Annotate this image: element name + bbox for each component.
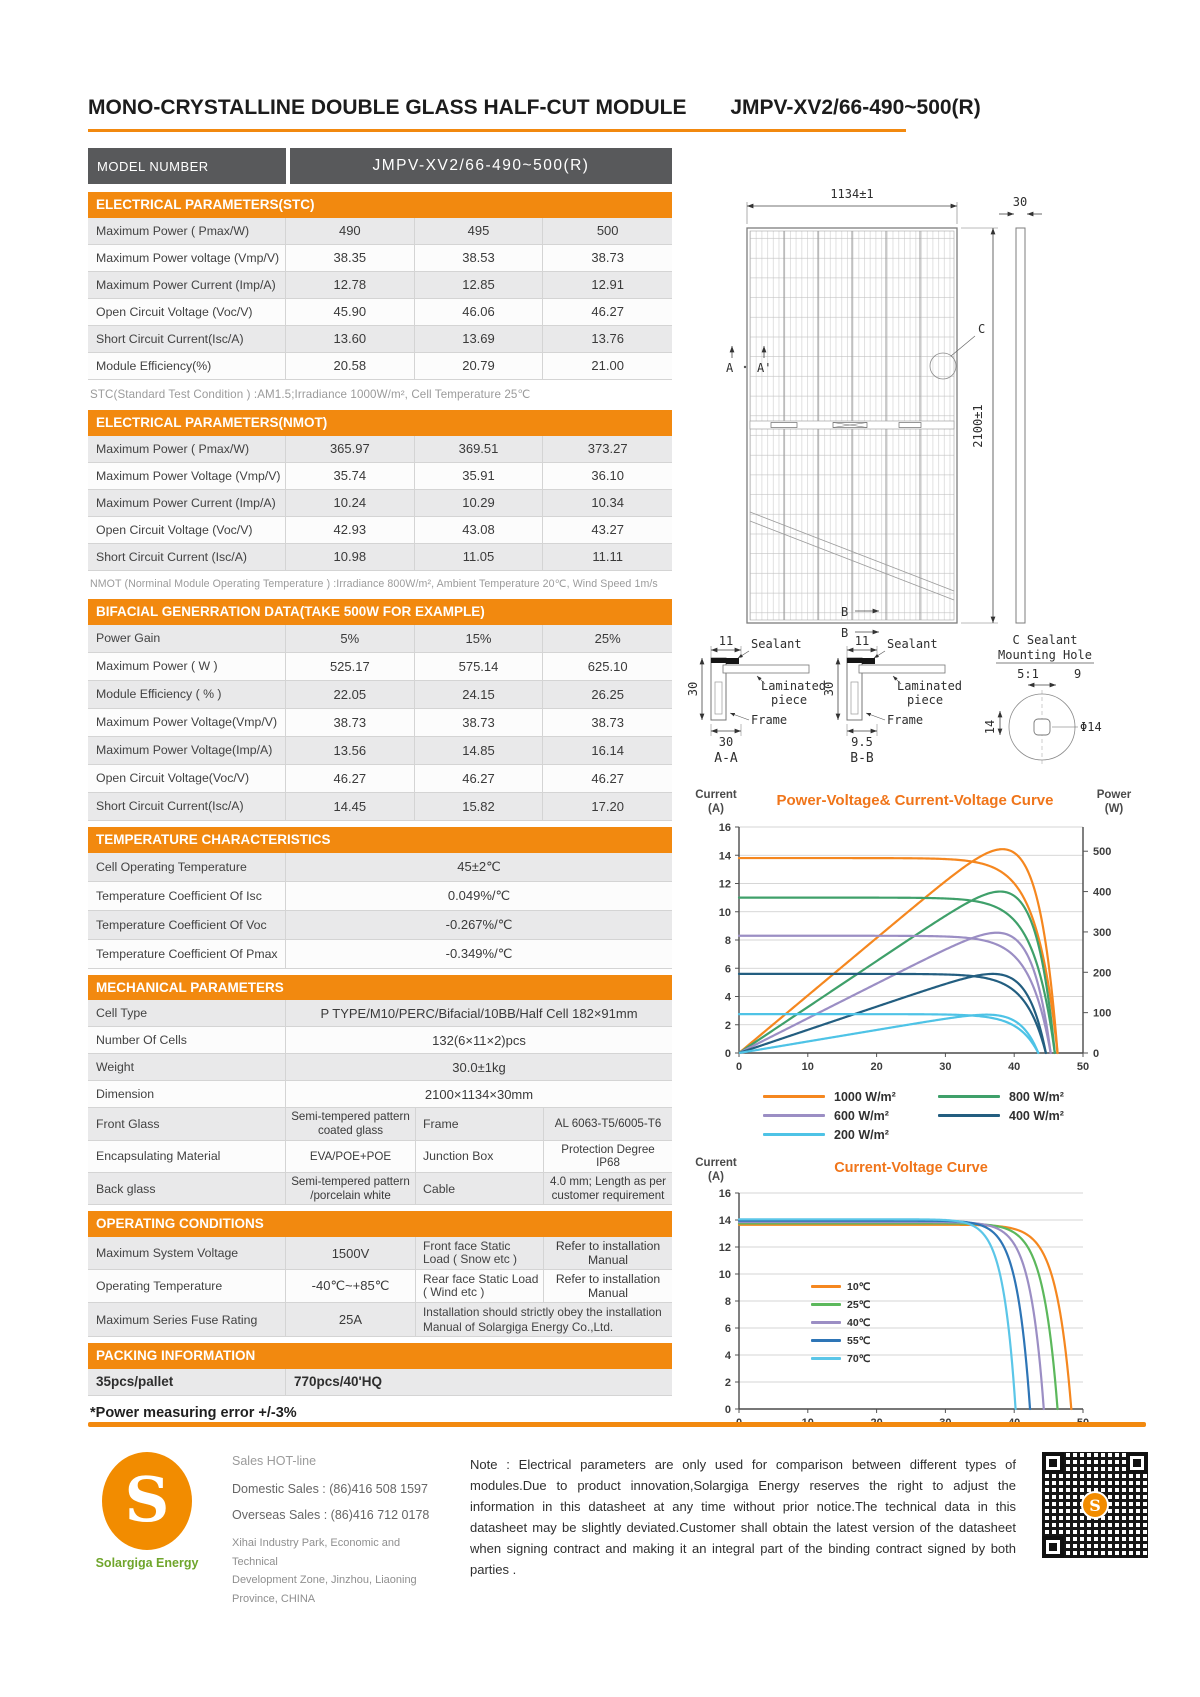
height-dimension-label: 2100±1 xyxy=(971,404,985,448)
section-header-bifacial: BIFACIAL GENERRATION DATA(TAKE 500W FOR EXAMPLE) xyxy=(88,599,672,625)
logo-oval-icon: S xyxy=(102,1452,192,1550)
legend-item xyxy=(763,1090,938,1104)
module-side-profile xyxy=(1016,228,1025,623)
overseas-sales-phone: Overseas Sales : (86)416 712 0178 xyxy=(232,1508,430,1522)
table-row: Open Circuit Voltage (Voc/V) 45.90 46.06 46.27 xyxy=(88,299,672,326)
title-underline xyxy=(88,129,906,132)
svg-text:0: 0 xyxy=(724,1403,731,1416)
table-row: Maximum Power Current (Imp/A) 12.78 12.85 12.91 xyxy=(88,272,672,299)
legend-swatch xyxy=(811,1285,841,1288)
qr-code xyxy=(1042,1452,1148,1558)
svg-text:C Sealant: C Sealant xyxy=(1012,633,1078,647)
legend-label: 1000 W/m² xyxy=(834,1089,896,1104)
svg-text:16: 16 xyxy=(718,1187,731,1200)
footer xyxy=(88,1452,1148,1609)
legend-swatch xyxy=(763,1095,825,1098)
svg-text:14: 14 xyxy=(718,1214,731,1227)
legend-label: 400 W/m² xyxy=(1009,1108,1064,1123)
table-row: Weight 30.0±1kg xyxy=(88,1054,672,1081)
drawing-and-charts-column xyxy=(685,160,1150,1460)
spec-tables-column xyxy=(88,148,672,1421)
nmot-table xyxy=(88,436,672,571)
cross-section-bb xyxy=(822,634,962,766)
svg-text:200: 200 xyxy=(1093,967,1112,980)
table-row: Maximum Power Voltage(Imp/A) 13.56 14.85 16.14 xyxy=(88,737,672,765)
table-row: Temperature Coefficient Of Isc 0.049%/℃ xyxy=(88,882,672,911)
table-row: Maximum Power voltage (Vmp/V) 38.35 38.53 38.73 xyxy=(88,245,672,272)
right-axis-label: Power (W) xyxy=(1096,789,1132,816)
table-row: Module Efficiency ( % ) 22.05 24.15 26.25 xyxy=(88,681,672,709)
legend-item xyxy=(811,1299,870,1311)
power-measuring-note: *Power measuring error +/-3% xyxy=(90,1404,297,1421)
footer-divider xyxy=(88,1422,1146,1427)
svg-text:30: 30 xyxy=(939,1060,952,1073)
module-front-view xyxy=(747,228,957,623)
section-a2-label: A' xyxy=(757,361,772,375)
table-row: Module Efficiency(%) 20.58 20.79 21.00 xyxy=(88,353,672,380)
legend-item xyxy=(938,1109,1103,1123)
section-header-packing: PACKING INFORMATION xyxy=(88,1343,672,1369)
table-row: Power Gain 5% 15% 25% xyxy=(88,625,672,653)
table-row: Dimension 2100×1134×30mm xyxy=(88,1081,672,1108)
section-caption: A-A xyxy=(714,751,738,766)
table-row: Maximum Power Voltage(Vmp/V) 38.73 38.73 38.73 xyxy=(88,709,672,737)
table-row: Maximum Power ( Pmax/W) 365.97 369.51 373.27 xyxy=(88,436,672,463)
legend-item xyxy=(763,1109,938,1123)
table-row: Maximum Power Voltage (Vmp/V) 35.74 35.91 36.10 xyxy=(88,463,672,490)
svg-text:10: 10 xyxy=(718,906,731,919)
thickness-dimension-label: 30 xyxy=(1012,195,1028,209)
iv-chart-canvas xyxy=(685,1185,1135,1437)
legend-label: 600 W/m² xyxy=(834,1108,889,1123)
model-number-value: JMPV-XV2/66-490~500(R) xyxy=(290,148,672,184)
svg-text:50: 50 xyxy=(1076,1060,1090,1073)
width-dimension-label: 1134±1 xyxy=(830,187,874,201)
svg-text:0: 0 xyxy=(1093,1047,1100,1060)
title-block xyxy=(88,96,1148,132)
legend-label: 70℃ xyxy=(847,1352,871,1365)
legend-swatch xyxy=(811,1321,841,1324)
qr-logo-icon: S xyxy=(1081,1491,1109,1519)
svg-text:30: 30 xyxy=(718,735,734,749)
svg-text:9.5: 9.5 xyxy=(851,735,873,749)
legend-label: 40℃ xyxy=(847,1316,871,1329)
legend-swatch xyxy=(938,1114,1000,1117)
operating-table xyxy=(88,1237,672,1336)
svg-text:10: 10 xyxy=(801,1060,814,1073)
chart1-legend xyxy=(763,1090,1145,1142)
svg-text:100: 100 xyxy=(1093,1007,1112,1020)
svg-text:11: 11 xyxy=(718,634,734,648)
svg-text:10: 10 xyxy=(718,1268,731,1281)
section-b-label: B xyxy=(841,626,849,640)
legend-swatch xyxy=(811,1357,841,1360)
temperature-table xyxy=(88,853,672,969)
svg-text:8: 8 xyxy=(724,1295,731,1308)
pv-iv-curve-chart xyxy=(685,788,1145,1142)
module-technical-drawing xyxy=(685,160,1140,782)
qr-eye-icon xyxy=(1042,1452,1064,1474)
sealant-label: Sealant xyxy=(751,637,802,651)
sealant-label: Sealant xyxy=(887,637,938,651)
section-a-label: A xyxy=(726,361,734,375)
section-header-nmot: ELECTRICAL PARAMETERS(NMOT) xyxy=(88,410,672,436)
legend-item xyxy=(811,1335,870,1347)
table-row: Temperature Coefficient Of Pmax -0.349%/℃ xyxy=(88,940,672,969)
svg-text:12: 12 xyxy=(718,1241,731,1254)
svg-text:14: 14 xyxy=(983,719,997,735)
left-axis-label: Current (A) xyxy=(695,1157,737,1184)
svg-text:12: 12 xyxy=(718,878,731,891)
bifacial-table xyxy=(88,625,672,821)
svg-text:2: 2 xyxy=(724,1376,731,1389)
table-row: Maximum Series Fuse Rating 25A Installation should strictly obey the installation Manual of Solargiga Energy Co.,Ltd. xyxy=(88,1303,672,1336)
title-model-number: JMPV-XV2/66-490~500(R) xyxy=(730,96,981,119)
chart-title: Power-Voltage& Current-Voltage Curve xyxy=(776,792,1054,809)
svg-text:Mounting Hole: Mounting Hole xyxy=(998,648,1092,662)
svg-text:14: 14 xyxy=(718,850,731,862)
model-number-row xyxy=(88,148,672,184)
frame-label: Frame xyxy=(887,713,924,727)
sales-hotline-label: Sales HOT-line xyxy=(232,1454,317,1468)
table-row: Encapsulating Material EVA/POE+POE Junction Box Protection Degree IP68 xyxy=(88,1141,672,1173)
chart-title: Current-Voltage Curve xyxy=(834,1160,988,1176)
chart2-legend xyxy=(811,1281,870,1365)
laminated-label: Laminated xyxy=(761,679,827,693)
svg-text:2: 2 xyxy=(724,1019,731,1032)
legend-label: 55℃ xyxy=(847,1334,871,1347)
stc-footnote: STC(Standard Test Condition ) :AM1.5;Irradiance 1000W/m², Cell Temperature 25℃ xyxy=(90,387,531,401)
frame-label: Frame xyxy=(751,713,788,727)
svg-text:piece: piece xyxy=(907,693,944,707)
iv-temperature-chart xyxy=(685,1156,1145,1442)
laminated-label: Laminated xyxy=(897,679,963,693)
table-row: Short Circuit Current(Isc/A) 13.60 13.69 13.76 xyxy=(88,326,672,353)
nmot-footnote: NMOT (Norminal Module Operating Temperature ) :Irradiance 800W/m², Ambient Temperature 20℃, Wind Speed 1m/s xyxy=(90,577,658,590)
table-row: Cell Type P TYPE/M10/PERC/Bifacial/10BB/Half Cell 182×91mm xyxy=(88,1000,672,1027)
legend-swatch xyxy=(811,1303,841,1306)
table-row: Short Circuit Current(Isc/A) 14.45 15.82 17.20 xyxy=(88,793,672,821)
table-row: Short Circuit Current (Isc/A) 10.98 11.05 11.11 xyxy=(88,544,672,571)
solargiga-logo xyxy=(88,1452,206,1609)
svg-text:5:1: 5:1 xyxy=(1017,667,1039,681)
legend-item xyxy=(938,1090,1103,1104)
qr-eye-icon xyxy=(1042,1536,1064,1558)
svg-text:30: 30 xyxy=(822,681,836,697)
svg-text:0: 0 xyxy=(724,1047,731,1060)
table-row: Number Of Cells 132(6×11×2)pcs xyxy=(88,1027,672,1054)
svg-text:500: 500 xyxy=(1093,845,1112,858)
legend-swatch xyxy=(763,1114,825,1117)
table-row: Maximum Power ( W ) 525.17 575.14 625.10 xyxy=(88,653,672,681)
table-row: Maximum Power ( Pmax/W) 490 495 500 xyxy=(88,218,672,245)
section-b-label: B xyxy=(841,605,849,619)
table-row: Temperature Coefficient Of Voc -0.267%/℃ xyxy=(88,911,672,940)
svg-text:Φ14: Φ14 xyxy=(1080,720,1102,734)
legend-label: 200 W/m² xyxy=(834,1127,889,1142)
svg-text:6: 6 xyxy=(724,963,731,975)
legend-swatch xyxy=(763,1133,825,1136)
table-row: Front Glass Semi-tempered pattern coated glass Frame AL 6063-T5/6005-T6 xyxy=(88,1108,672,1140)
svg-text:4: 4 xyxy=(724,991,731,1004)
legend-swatch xyxy=(938,1095,1000,1098)
logo-text: Solargiga Energy xyxy=(95,1556,199,1570)
legend-item xyxy=(811,1317,870,1329)
model-number-label: MODEL NUMBER xyxy=(88,148,286,184)
left-axis-label: Current (A) xyxy=(695,789,737,816)
contact-info xyxy=(232,1452,444,1609)
table-row: Maximum Power Current (Imp/A) 10.24 10.29 10.34 xyxy=(88,490,672,517)
legend-swatch xyxy=(811,1339,841,1342)
svg-text:300: 300 xyxy=(1093,926,1112,939)
table-row: Operating Temperature -40℃~+85℃ Rear face Static Load ( Wind etc ) Refer to installation Manual xyxy=(88,1270,672,1303)
svg-text:40: 40 xyxy=(1008,1060,1021,1073)
domestic-sales-phone: Domestic Sales : (86)416 508 1597 xyxy=(232,1482,428,1496)
table-row: Back glass Semi-tempered pattern /porcelain white Cable 4.0 mm; Length as per customer requirement xyxy=(88,1173,672,1205)
svg-text:4: 4 xyxy=(724,1349,731,1362)
legend-label: 25℃ xyxy=(847,1298,871,1311)
mechanical-table xyxy=(88,1000,672,1205)
section-header-mechanical: MECHANICAL PARAMETERS xyxy=(88,975,672,1001)
title-text: MONO-CRYSTALLINE DOUBLE GLASS HALF-CUT MODULE xyxy=(88,96,687,119)
company-address: Xihai Industry Park, Economic and Technical Development Zone, Jinzhou, Liaoning Province, CHINA xyxy=(232,1537,417,1606)
svg-text:30: 30 xyxy=(686,681,700,697)
svg-text:9: 9 xyxy=(1074,667,1082,681)
table-row: Maximum System Voltage 1500V Front face Static Load ( Snow etc ) Refer to installation Manual xyxy=(88,1237,672,1270)
table-row: Open Circuit Voltage(Voc/V) 46.27 46.27 46.27 xyxy=(88,765,672,793)
section-header-operating: OPERATING CONDITIONS xyxy=(88,1211,672,1237)
section-header-stc: ELECTRICAL PARAMETERS(STC) xyxy=(88,192,672,218)
svg-text:0: 0 xyxy=(735,1060,743,1073)
cross-section-aa xyxy=(686,634,826,766)
table-row: Open Circuit Voltage (Voc/V) 42.93 43.08 43.27 xyxy=(88,517,672,544)
legend-item xyxy=(763,1128,938,1142)
svg-text:400: 400 xyxy=(1093,886,1112,899)
page-title xyxy=(88,96,1148,120)
detail-c-label: C xyxy=(978,322,986,336)
svg-text:piece: piece xyxy=(771,693,808,707)
pv-iv-chart-canvas xyxy=(685,817,1135,1079)
svg-text:20: 20 xyxy=(870,1060,883,1073)
table-row: Cell Operating Temperature 45±2℃ xyxy=(88,853,672,882)
svg-text:8: 8 xyxy=(724,934,731,947)
svg-text:6: 6 xyxy=(724,1322,731,1335)
svg-text:11: 11 xyxy=(854,634,870,648)
legend-label: 800 W/m² xyxy=(1009,1089,1064,1104)
packing-row: 35pcs/pallet 770pcs/40'HQ xyxy=(88,1369,672,1396)
section-header-temperature: TEMPERATURE CHARACTERISTICS xyxy=(88,827,672,853)
legend-item xyxy=(811,1353,870,1365)
legal-note: Note : Electrical parameters are only used for comparison between different types of modules.Due to product innovation,Solargiga Energy reserves the right to adjust the information in this datasheet at any time without prior notice.The technical data in this datasheet may be slightly deviated.Customer shall obtain the latest version of the datasheet when signing contract and making it an integral part of the binding contract signed by both parties . xyxy=(470,1457,1016,1578)
qr-eye-icon xyxy=(1126,1452,1148,1474)
svg-text:16: 16 xyxy=(718,821,731,834)
legend-item xyxy=(811,1281,870,1293)
mounting-hole-detail xyxy=(983,633,1102,764)
legend-label: 10℃ xyxy=(847,1280,871,1293)
stc-table xyxy=(88,218,672,380)
section-caption: B-B xyxy=(850,751,874,766)
